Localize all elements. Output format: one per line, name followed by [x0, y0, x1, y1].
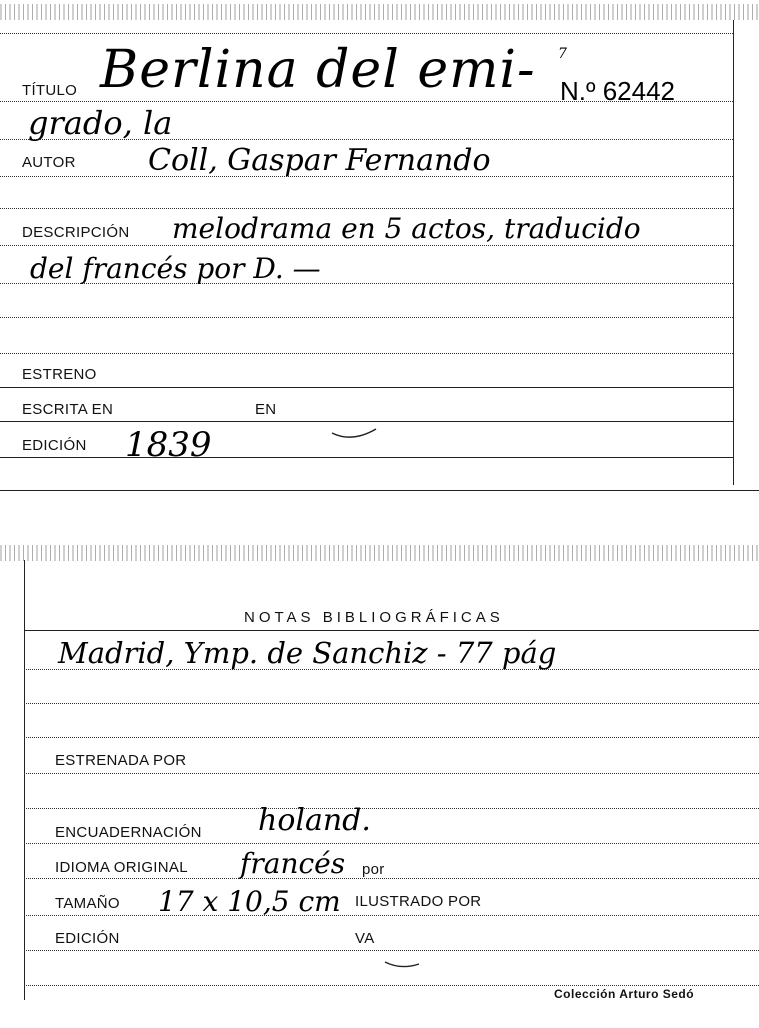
- edicion-label: EDICIÓN: [22, 437, 87, 454]
- rule-line: [24, 950, 759, 951]
- card-top-torn-edge: [0, 4, 759, 20]
- escrita-en-label: ESCRITA EN: [22, 401, 114, 418]
- tamano-label: TAMAÑO: [55, 895, 120, 912]
- rule-line: [0, 387, 733, 388]
- rule-line: [24, 773, 759, 774]
- pencil-mark-icon: [383, 958, 423, 972]
- handwritten-description-line1: melodrama en 5 actos, traducido: [172, 212, 641, 245]
- rule-line: [0, 208, 733, 209]
- encuadernacion-label: ENCUADERNACIÓN: [55, 824, 202, 841]
- rule-line: [24, 808, 759, 809]
- estrenada-por-label: ESTRENADA POR: [55, 752, 187, 769]
- handwritten-edition-year: 1839: [125, 425, 212, 465]
- rule-line: [0, 353, 733, 354]
- rule-line: [24, 630, 759, 631]
- edicion-label-2: EDICIÓN: [55, 930, 120, 947]
- handwritten-notes-line1: Madrid, Ymp. de Sanchiz - 77 pág: [58, 636, 557, 670]
- handwritten-number: N.º 62442: [560, 76, 676, 106]
- rule-line: [0, 457, 733, 458]
- notas-bibliograficas-heading: NOTAS BIBLIOGRÁFICAS: [244, 609, 504, 626]
- rule-line: [0, 317, 733, 318]
- rule-line: [0, 245, 733, 246]
- handwritten-number-mark: 7: [558, 46, 567, 62]
- rule-line: [0, 421, 733, 422]
- handwritten-size: 17 x 10,5 cm: [158, 885, 341, 918]
- rule-line: [24, 915, 759, 916]
- pencil-mark-icon: [330, 425, 380, 445]
- handwritten-binding: holand.: [258, 803, 371, 838]
- rule-line: [24, 985, 759, 986]
- rule-line: [24, 737, 759, 738]
- autor-label: AUTOR: [22, 154, 76, 171]
- handwritten-title-line2: grado, la: [28, 104, 173, 142]
- handwritten-description-line2: del francés por D. —: [30, 252, 321, 285]
- rule-line: [24, 843, 759, 844]
- ilustrado-por-label: ILUSTRADO POR: [355, 893, 482, 910]
- card-top-right-border: [733, 20, 734, 485]
- collection-credit: Colección Arturo Sedó: [554, 987, 695, 1001]
- handwritten-title-line1: Berlina del emi-: [100, 40, 536, 100]
- estreno-label: ESTRENO: [22, 366, 97, 383]
- rule-line: [24, 878, 759, 879]
- en-label: EN: [255, 401, 277, 418]
- card-top-bottom-edge: [0, 490, 759, 491]
- card-bottom-left-border: [24, 560, 25, 1000]
- handwritten-author: Coll, Gaspar Fernando: [148, 143, 491, 178]
- idioma-original-label: IDIOMA ORIGINAL: [55, 859, 188, 876]
- va-label: VA: [355, 930, 375, 947]
- descripcion-label: DESCRIPCIÓN: [22, 224, 130, 241]
- rule-line: [24, 703, 759, 704]
- titulo-label: TÍTULO: [22, 82, 78, 99]
- rule-line: [0, 33, 733, 34]
- handwritten-language: francés: [240, 847, 346, 880]
- por-label: por: [362, 861, 385, 878]
- card-bottom-torn-edge: [0, 545, 759, 561]
